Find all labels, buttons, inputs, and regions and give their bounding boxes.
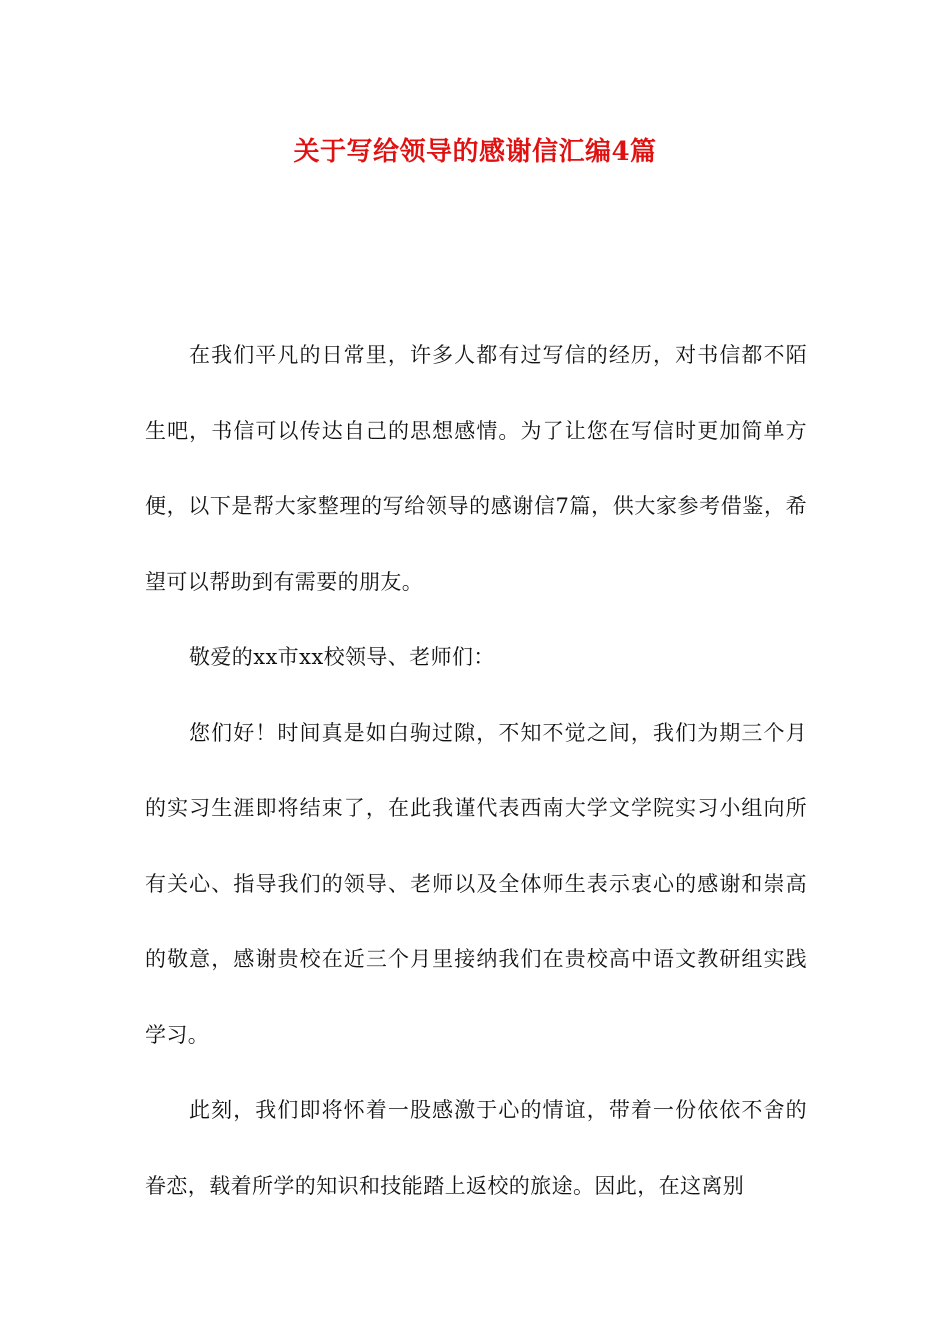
closing-paragraph: 此刻，我们即将怀着一股感激于心的情谊，带着一份依依不舍的眷恋，载着所学的知识和技能踏上返校的旅途。因此，在这离别	[145, 1098, 807, 1198]
document-body	[145, 318, 807, 1224]
greeting-paragraph: 您们好！时间真是如白驹过隙，不知不觉之间，我们为期三个月的实习生涯即将结束了，在此我谨代表西南大学文学院实习小组向所有关心、指导我们的领导、老师以及全体师生表示衷心的感谢和崇高的敬意，感谢贵校在近三个月里接纳我们在贵校高中语文教研组实践学习。	[145, 720, 807, 1047]
salutation-paragraph: 敬爱的xx市xx校领导、老师们：	[189, 645, 495, 669]
document-title: 关于写给领导的感谢信汇编4篇	[293, 137, 657, 167]
intro-paragraph: 在我们平凡的日常里，许多人都有过写信的经历，对书信都不陌生吧，书信可以传达自己的思想感情。为了让您在写信时更加简单方便，以下是帮大家整理的写给领导的感谢信7篇，供大家参考借鉴，希望可以帮助到有需要的朋友。	[145, 343, 807, 594]
